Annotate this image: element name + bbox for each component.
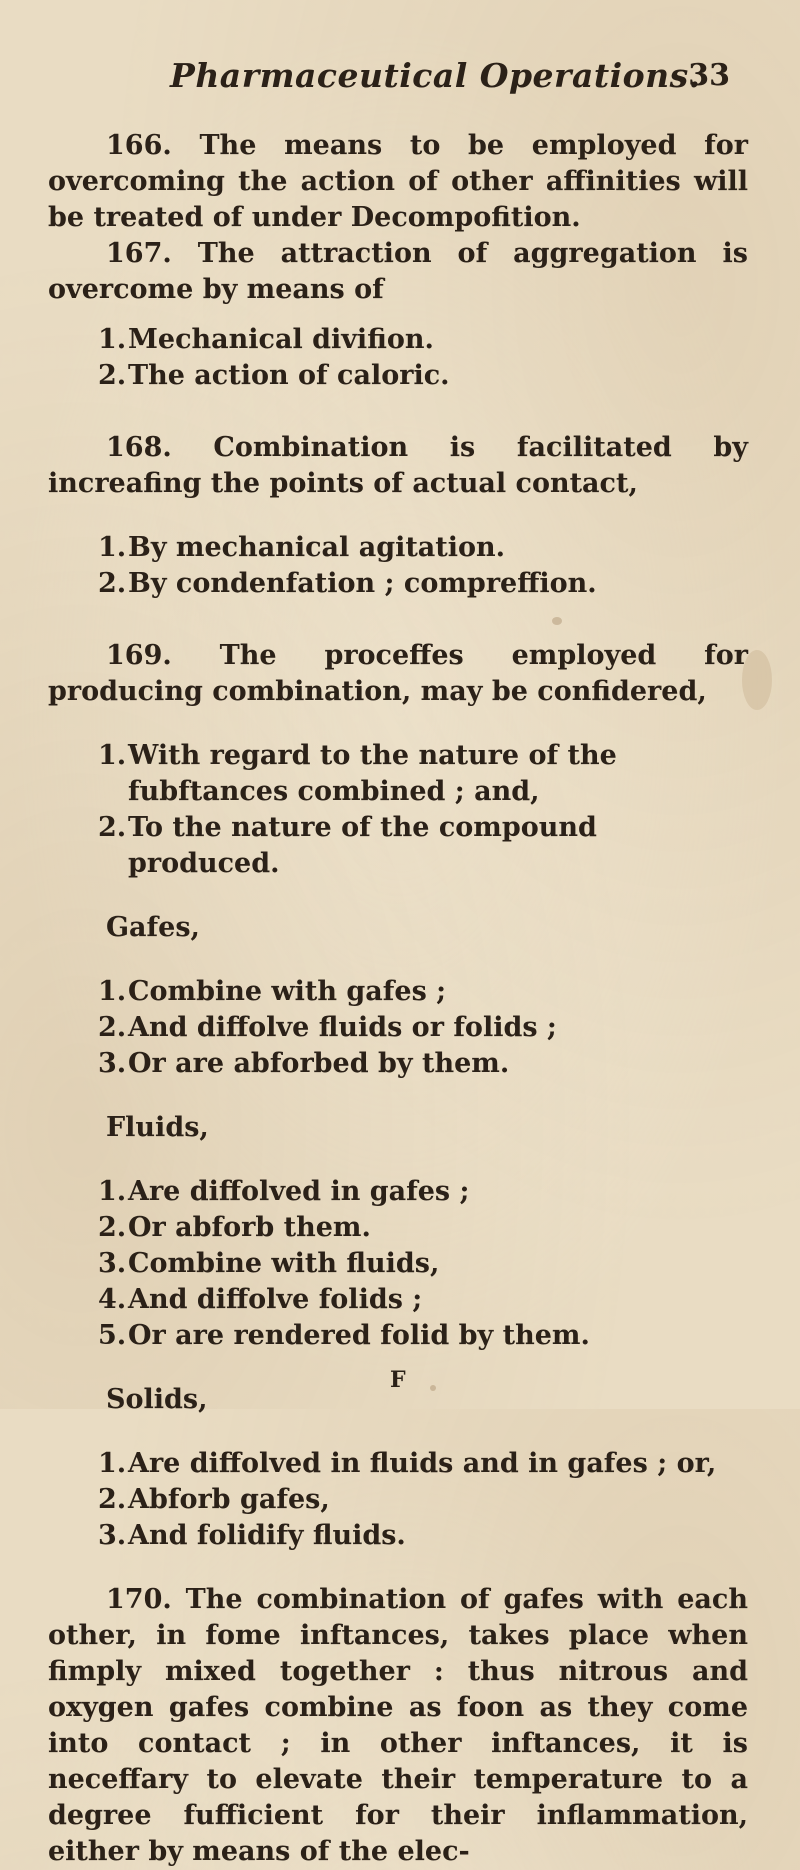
paragraph-167: 167. The attraction of aggregation is overcome by means of	[48, 238, 748, 305]
page-header	[170, 56, 730, 106]
foxing-spot	[552, 617, 562, 625]
page-number: 33	[688, 58, 730, 93]
list-item: 2.Or abforb them.	[98, 1212, 371, 1243]
list-item: 2.The action of caloric.	[98, 360, 450, 391]
list-item: 1.Are diffolved in gafes ;	[98, 1176, 470, 1207]
list-item: 1.Combine with gafes ;	[98, 976, 447, 1007]
foxing-spot	[430, 1385, 436, 1391]
list-item: 2.By condenfation ; compreffion.	[98, 568, 597, 599]
paragraph-169: 169. The proceffes employed for producing combination, may be confidered,	[48, 640, 748, 707]
list-gases	[48, 974, 748, 1082]
list-169	[48, 738, 748, 882]
list-item: 2.Abforb gafes,	[98, 1484, 330, 1515]
list-item: 2.To the nature of the compound produced.	[98, 812, 597, 879]
foxing-spot	[742, 650, 772, 710]
page-body	[48, 128, 748, 1870]
list-fluids	[48, 1174, 748, 1354]
list-item: 3.And folidify fluids.	[98, 1520, 406, 1551]
solids-heading: Solids,	[106, 1384, 208, 1415]
running-title: Pharmaceutical Operations.	[170, 56, 701, 95]
list-item: 4.And diffolve folids ;	[98, 1284, 423, 1315]
list-solids	[48, 1446, 748, 1554]
fluids-heading: Fluids,	[106, 1112, 209, 1143]
list-item: 1.Mechanical divifion.	[98, 324, 434, 355]
list-item: 3.Combine with fluids,	[98, 1248, 440, 1279]
list-item: 2.And diffolve fluids or folids ;	[98, 1012, 557, 1043]
paragraph-168: 168. Combination is facilitated by increafing the points of actual contact,	[48, 432, 748, 499]
list-item: 1.With regard to the nature of the fubftances combined ; and,	[98, 740, 617, 807]
list-item: 3.Or are abforbed by them.	[98, 1048, 510, 1079]
signature-mark: F	[390, 1367, 406, 1393]
paragraph-166: 166. The means to be employed for overcoming the action of other affinities will be treated of under Decompofition.	[48, 130, 748, 233]
list-item: 5.Or are rendered folid by them.	[98, 1320, 590, 1351]
paragraph-170: 170. The combination of gafes with each other, in fome inftances, takes place when fimply mixed together : thus nitrous and oxygen gafes combine as foon as they come into contact ; in other inftances, it is neceffary to elevate their temperature to a degree fufficient for their inflammation, either by means of the elec-	[48, 1584, 748, 1867]
list-item: 1.Are diffolved in fluids and in gafes ; or,	[98, 1448, 717, 1479]
list-168	[48, 530, 748, 602]
list-167	[48, 322, 748, 394]
gases-heading: Gafes,	[106, 912, 200, 943]
list-item: 1.By mechanical agitation.	[98, 532, 506, 563]
